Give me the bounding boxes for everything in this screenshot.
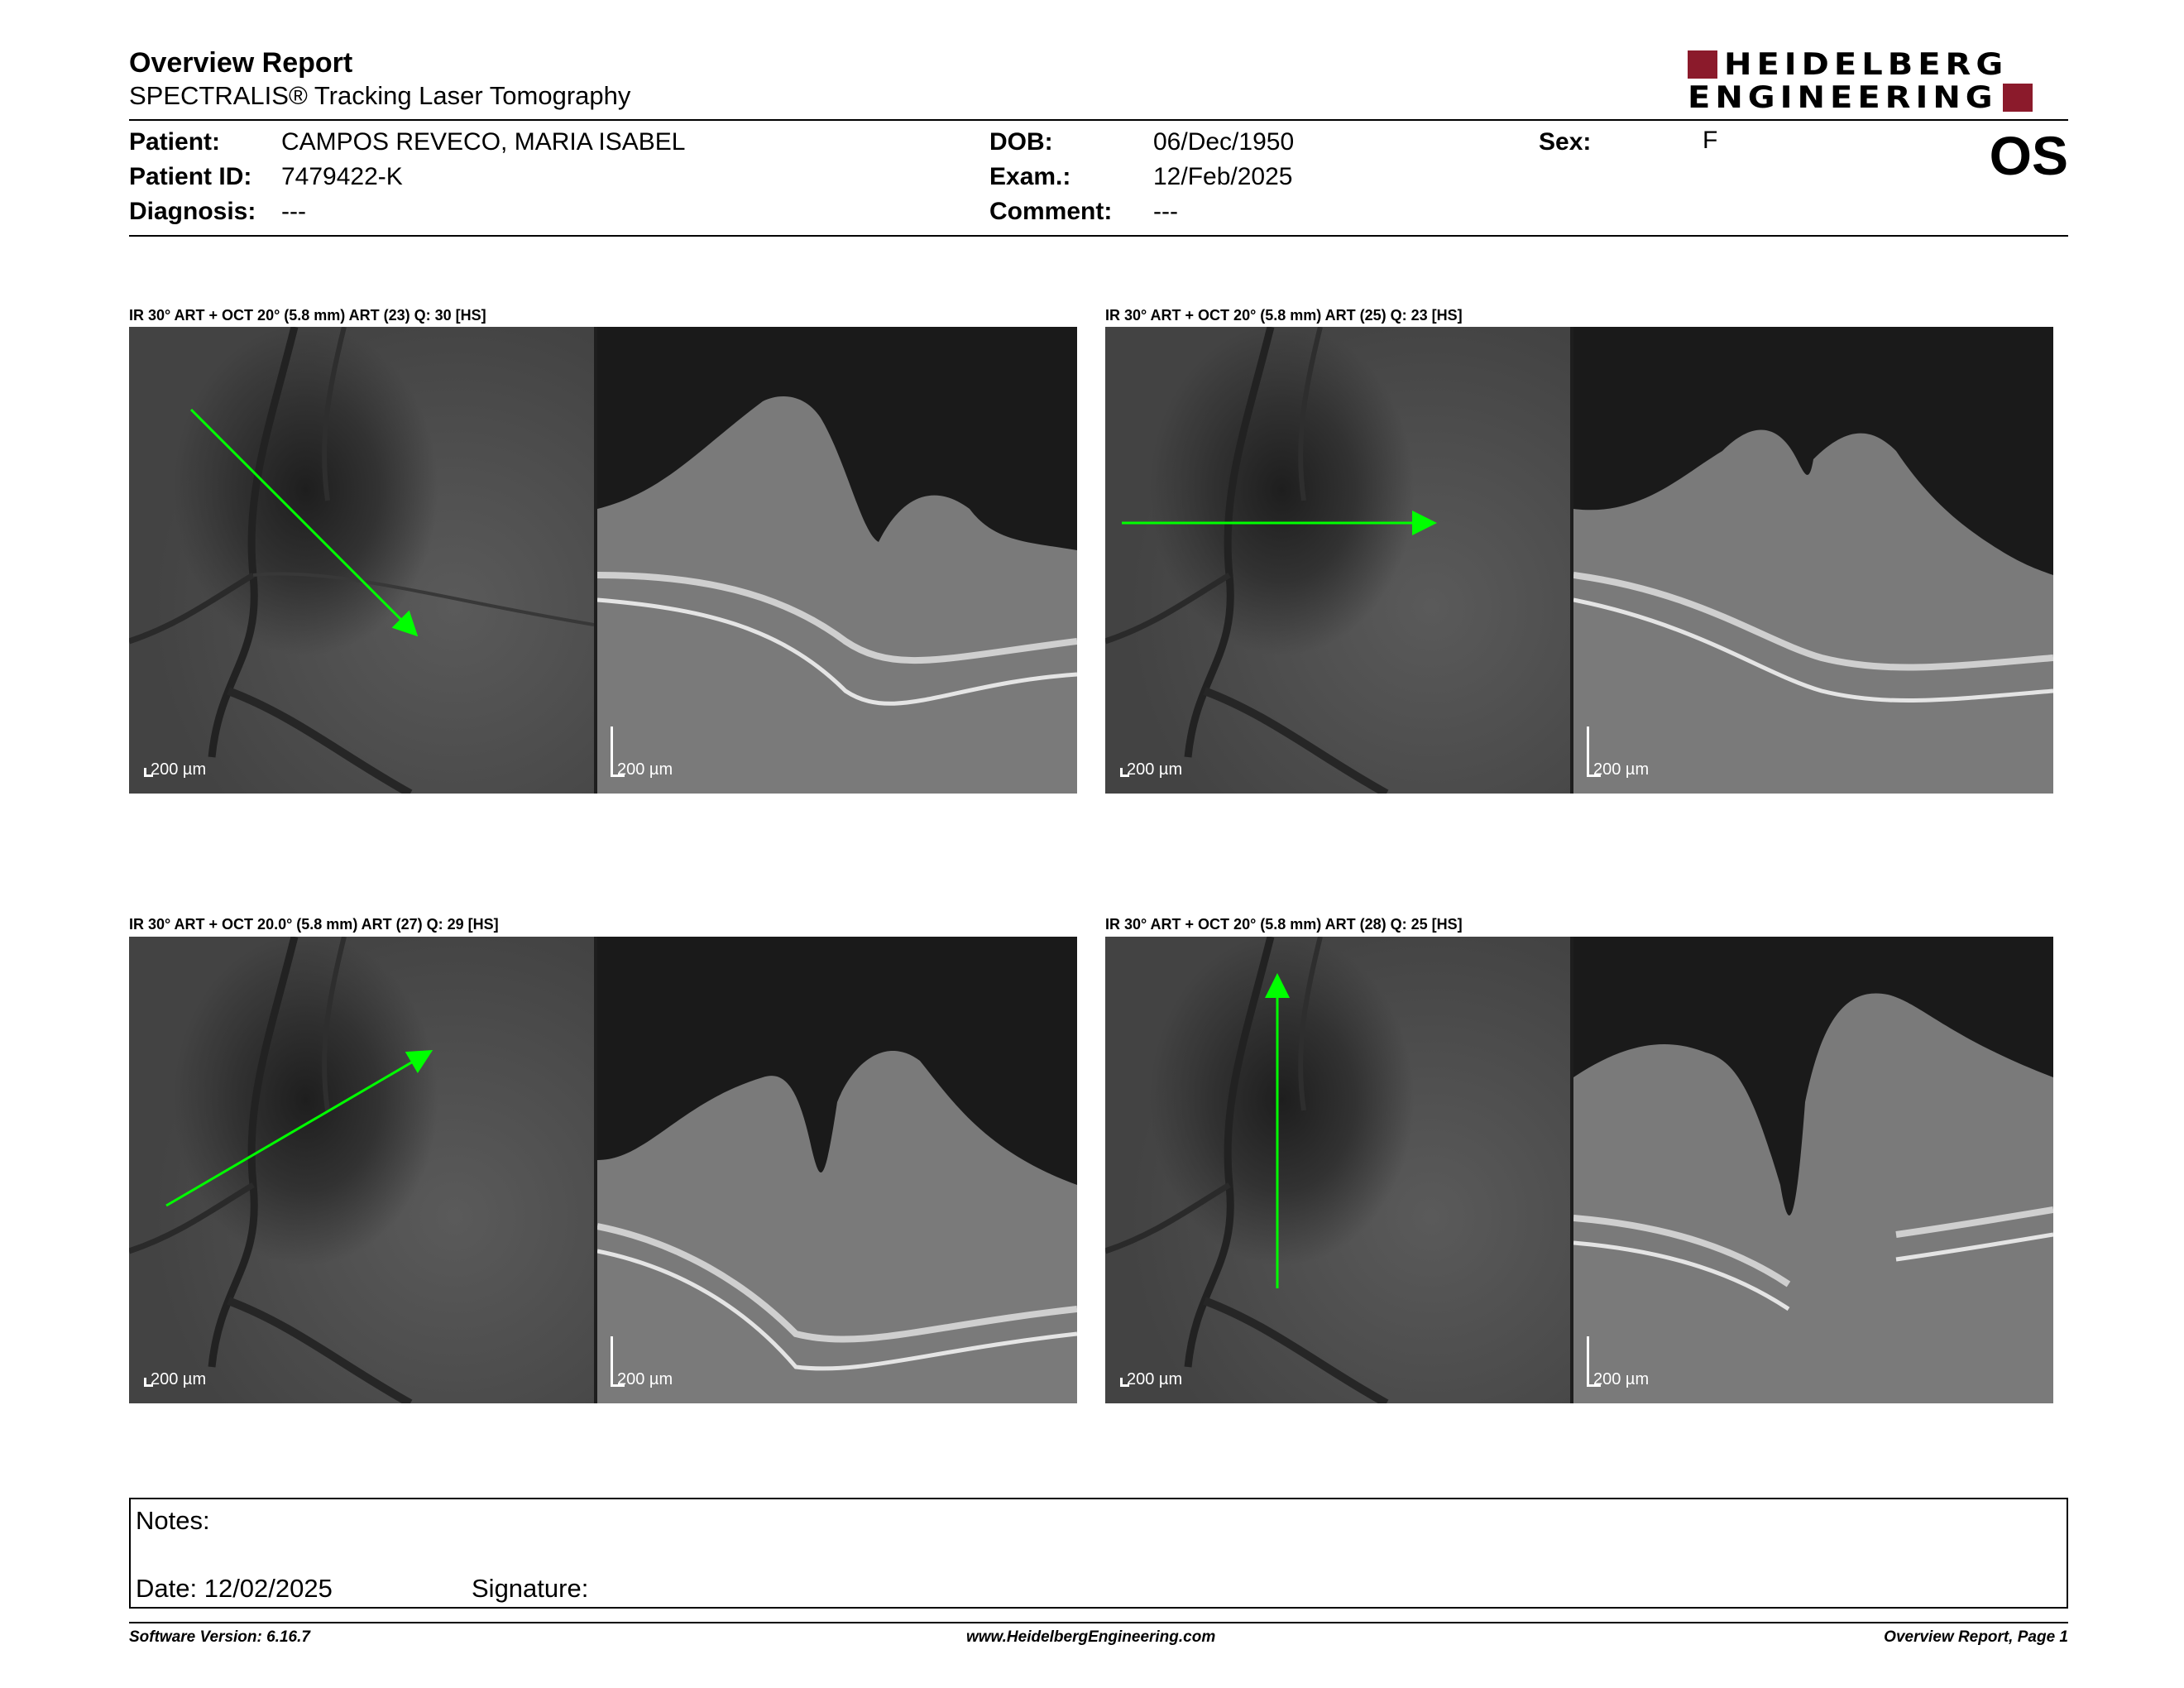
- exam-date: 12/Feb/2025: [1153, 163, 1293, 190]
- fundus-scale-bar: [1120, 1370, 1182, 1388]
- eye-indicator: OS: [1989, 125, 2068, 186]
- scan-panel: [1105, 937, 2053, 1403]
- logo-square-icon: [2003, 84, 2033, 112]
- scan-line-arrow: [129, 327, 594, 794]
- page-number: Overview Report, Page 1: [1884, 1628, 2068, 1646]
- report-subtitle: SPECTRALIS® Tracking Laser Tomography: [129, 81, 631, 110]
- logo-square-icon: [1688, 50, 1717, 79]
- oct-scale-label: 200 µm: [617, 760, 673, 779]
- patient-label: Patient:: [129, 128, 221, 156]
- diagnosis-label: Diagnosis:: [129, 198, 256, 225]
- oct-scale-bar: [1587, 1370, 1649, 1388]
- oct-bscan-profile: [1573, 327, 2053, 794]
- logo-text-engineering: ENGINEERING: [1688, 79, 1998, 116]
- exam-label: Exam.:: [989, 163, 1071, 190]
- date-label: Date: 12/02/2025: [136, 1574, 333, 1603]
- heidelberg-logo: [1688, 48, 2068, 114]
- oct-bscan-image: [597, 327, 1077, 794]
- report-title: Overview Report: [129, 47, 353, 79]
- fundus-scale-label: 200 µm: [151, 1370, 207, 1388]
- sex-value: F: [1703, 127, 1718, 154]
- header-rule: [129, 119, 2068, 121]
- scan-line-arrow: [1105, 937, 1570, 1403]
- oct-scale-label: 200 µm: [1593, 1370, 1650, 1388]
- notes-box: [129, 1498, 2068, 1609]
- dob-label: DOB:: [989, 128, 1053, 156]
- oct-scale-label: 200 µm: [1593, 760, 1650, 779]
- fundus-scale-label: 200 µm: [1127, 760, 1183, 779]
- scan-caption: IR 30° ART + OCT 20° (5.8 mm) ART (25) Q: 23 [HS]: [1105, 307, 1463, 324]
- fundus-scale-bar: [144, 1370, 206, 1388]
- info-rule: [129, 235, 2068, 237]
- fundus-image: [129, 327, 594, 794]
- fundus-scale-bar: [144, 760, 206, 779]
- patient-id-label: Patient ID:: [129, 163, 252, 190]
- oct-bscan-profile: [597, 937, 1077, 1403]
- dob-value: 06/Dec/1950: [1153, 128, 1295, 156]
- notes-label: Notes:: [136, 1506, 210, 1535]
- comment-label: Comment:: [989, 198, 1113, 225]
- scan-line-arrow: [1105, 327, 1570, 794]
- scan-caption: IR 30° ART + OCT 20° (5.8 mm) ART (23) Q: 30 [HS]: [129, 307, 486, 324]
- fundus-scale-label: 200 µm: [151, 760, 207, 779]
- fundus-image: [1105, 937, 1570, 1403]
- oct-bscan-profile: [1573, 937, 2053, 1403]
- signature-label: Signature:: [472, 1574, 589, 1603]
- oct-bscan-image: [597, 937, 1077, 1403]
- fundus-image: [1105, 327, 1570, 794]
- software-version: Software Version: 6.16.7: [129, 1628, 310, 1646]
- oct-bscan-image: [1573, 937, 2053, 1403]
- website-link[interactable]: www.HeidelbergEngineering.com: [966, 1628, 1216, 1646]
- oct-scale-bar: [1587, 760, 1649, 779]
- scan-panel: [129, 327, 1077, 794]
- fundus-image: [129, 937, 594, 1403]
- footer-rule: [129, 1622, 2068, 1623]
- fundus-scale-label: 200 µm: [1127, 1370, 1183, 1388]
- oct-scale-bar: [611, 1370, 673, 1388]
- fundus-scale-bar: [1120, 760, 1182, 779]
- oct-bscan-image: [1573, 327, 2053, 794]
- oct-bscan-profile: [597, 327, 1077, 794]
- logo-text-heidelberg: HEIDELBERG: [1724, 46, 2009, 83]
- scan-line-arrow: [129, 937, 594, 1403]
- comment-value: ---: [1153, 198, 1178, 225]
- diagnosis-value: ---: [281, 198, 306, 225]
- oct-scale-bar: [611, 760, 673, 779]
- scan-caption: IR 30° ART + OCT 20.0° (5.8 mm) ART (27) Q: 29 [HS]: [129, 916, 499, 933]
- scan-caption: IR 30° ART + OCT 20° (5.8 mm) ART (28) Q: 25 [HS]: [1105, 916, 1463, 933]
- patient-id: 7479422-K: [281, 163, 403, 190]
- oct-scale-label: 200 µm: [617, 1370, 673, 1388]
- scan-panel: [129, 937, 1077, 1403]
- patient-name: CAMPOS REVECO, MARIA ISABEL: [281, 128, 686, 156]
- scan-panel: [1105, 327, 2053, 794]
- sex-label: Sex:: [1539, 128, 1592, 156]
